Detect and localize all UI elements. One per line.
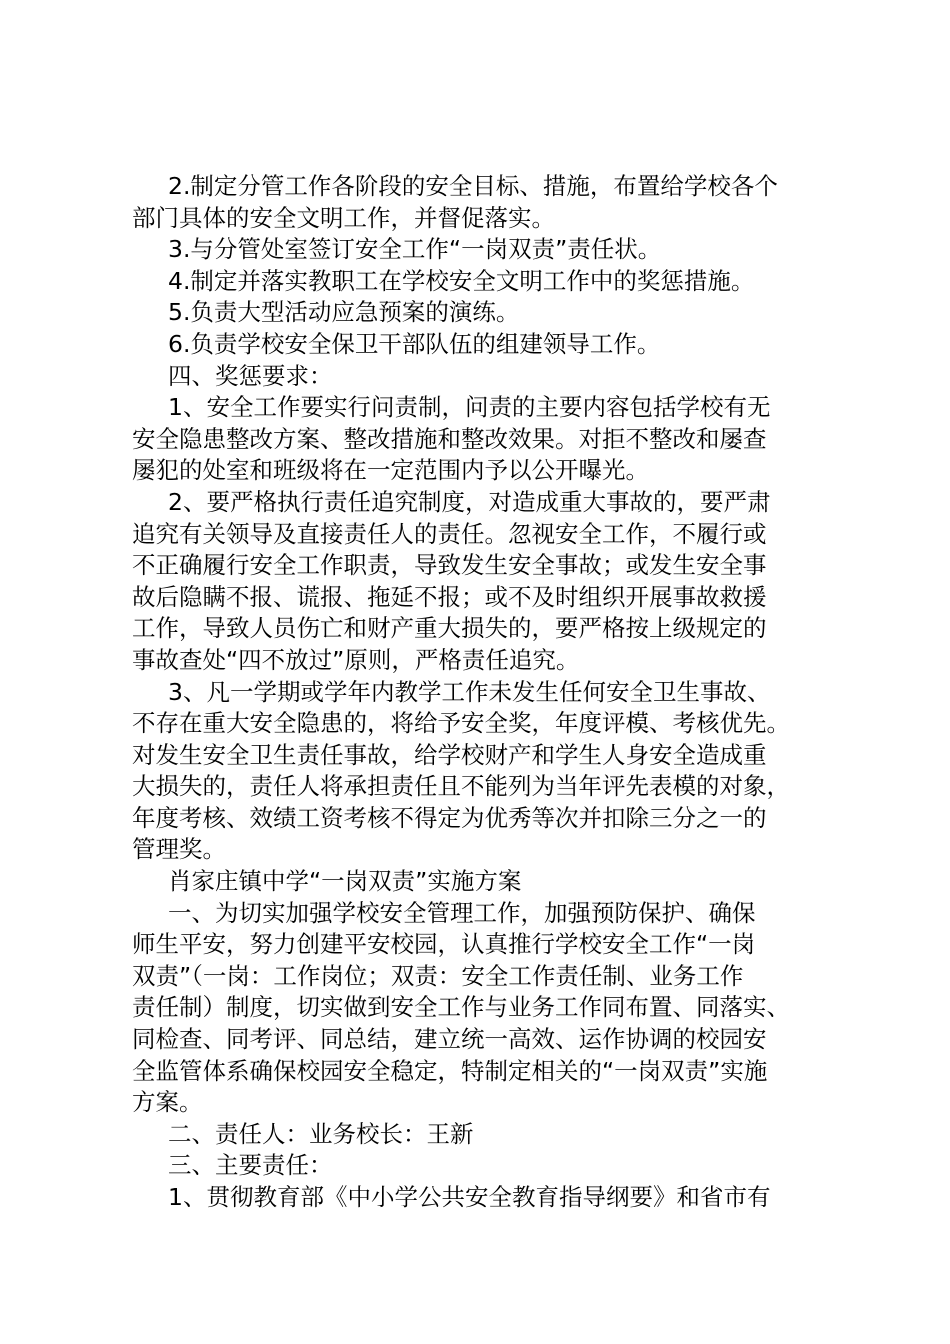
paragraph-item-5: 5.负责大型活动应急预案的演练。 xyxy=(168,298,520,327)
paragraph-item-3: 3.与分管处室签订安全工作“一岗双责”责任状。 xyxy=(168,235,662,264)
paragraph-item-4: 4.制定并落实教职工在学校安全文明工作中的奖惩措施。 xyxy=(168,266,755,295)
document-subtitle: 肖家庄镇中学“一岗双责”实施方案 xyxy=(168,867,522,896)
paragraph-item-6: 6.负责学校安全保卫干部队伍的组建领导工作。 xyxy=(168,329,661,358)
paragraph-responsible-person: 二、责任人：业务校长：王新 xyxy=(168,1119,474,1148)
paragraph-item-2: 2.制定分管工作各阶段的安全目标、措施，布置给学校各个 部门具体的安全文明工作，并督促落实。 xyxy=(132,172,778,232)
section-heading-rewards-penalties: 四、奖惩要求： xyxy=(168,361,333,390)
paragraph-purpose: 一、为切实加强学校安全管理工作，加强预防保护、确保 师生平安，努力创建平安校园，认真推行学校安全工作“一岗 双责”（一岗：工作岗位；双责：安全工作责任制、业务工作 责任制）制度，切实做到安全工作与业务工作同布置、同落实、 同检查、同考评、同总结，建立统一高效、运作协调的校园安 全监管体系确保校园安全稳定，特制定相关的“一岗双责”实施 方案。 xyxy=(132,898,790,1117)
section-heading-main-duties: 三、主要责任： xyxy=(168,1151,333,1180)
paragraph-responsibility-investigation: 2、要严格执行责任追究制度，对造成重大事故的，要严肃 追究有关领导及直接责任人的责任。忽视安全工作，不履行或 不正确履行安全工作职责，导致发生安全事故；或发生安全事 故后隐瞒不报、谎报、拖延不报；或不及时组织开展事故救援 工作，导致人员伤亡和财产重大损失的，要严格按上级规定的 事故查处“四不放过”原则，严格责任追究。 xyxy=(132,487,771,674)
paragraph-safety-award: 3、凡一学期或学年内教学工作未发生任何安全卫生事故、 不存在重大安全隐患的，将给予安全奖，年度评模、考核优先。 对发生安全卫生责任事故，给学校财产和学生人身安全造成重 大损失的，责任人将承担责任且不能列为当年评先表模的对象， 年度考核、效绩工资考核不得定为优秀等次并扣除三分之一的 管理奖。 xyxy=(132,677,790,864)
document-body xyxy=(132,171,844,1214)
paragraph-duty-1: 1、贯彻教育部《中小学公共安全教育指导纲要》和省市有 xyxy=(168,1183,771,1211)
paragraph-accountability: 1、安全工作要实行问责制，问责的主要内容包括学校有无 安全隐患整改方案、整改措施和整改效果。对拒不整改和屡查 屡犯的处室和班级将在一定范围内予以公开曝光。 xyxy=(132,393,771,485)
